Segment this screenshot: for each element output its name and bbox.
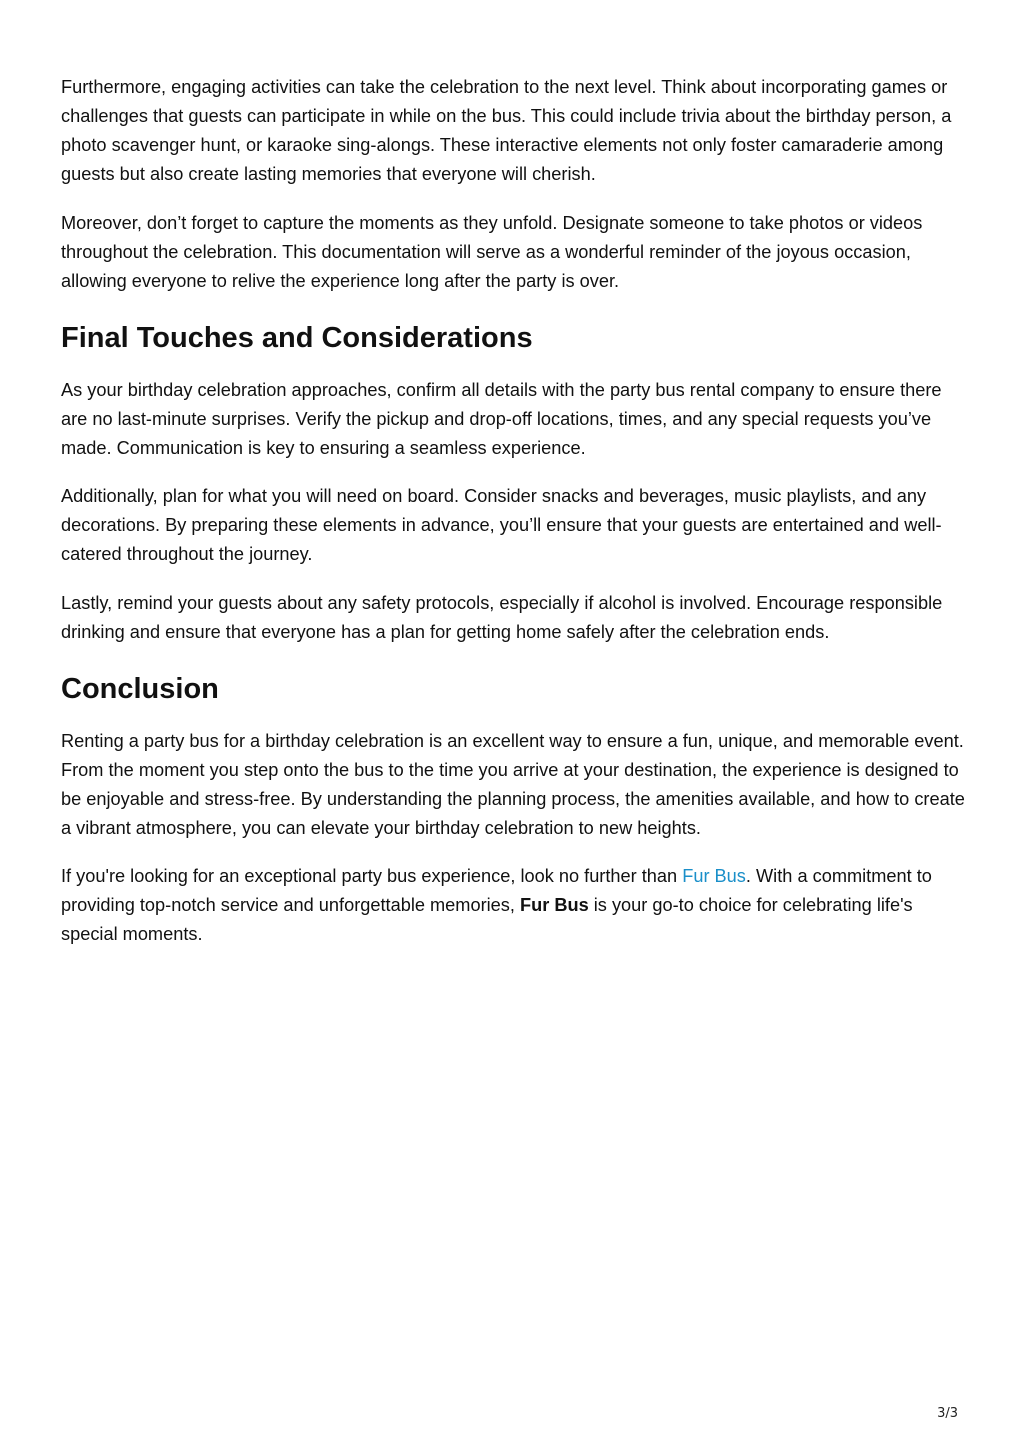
paragraph-safety-protocols: Lastly, remind your guests about any safety protocols, especially if alcohol is involved. Encourage responsible drinking and ensure that everyone has a plan for getting home safely after the celebration ends. [61,592,943,642]
text-before-link: If you're looking for an exceptional party bus experience, look no further than [61,866,683,886]
paragraph-plan-on-board: Additionally, plan for what you will need on board. Consider snacks and beverages, music playlists, and any decorations. By preparing these elements in advance, you’ll ensure that your guests are entertained and well-catered throughout the journey. [61,486,942,564]
heading-final-touches: Final Touches and Considerations [61,321,533,354]
fur-bus-link[interactable]: Fur Bus [682,866,746,886]
document-body [61,73,971,969]
paragraph-engaging-activities: Furthermore, engaging activities can take the celebration to the next level. Think about incorporating games or challenges that guests can participate in while on the bus. This could include trivia about the birthday person, a photo scavenger hunt, or karaoke sing-alongs. These interactive elements not only foster camaraderie among guests but also create lasting memories that everyone will cherish. [61,77,952,184]
paragraph-confirm-details: As your birthday celebration approaches, confirm all details with the party bus rental company to ensure there are no last-minute surprises. Verify the pickup and drop-off locations, times, and any special requests you’ve made. Communication is key to ensuring a seamless experience. [61,379,942,458]
paragraph-conclusion-summary: Renting a party bus for a birthday celebration is an excellent way to ensure a fun, unique, and memorable event. From the moment you step onto the bus to the time you arrive at your destination, the experience is designed to be enjoyable and stress-free. By understanding the planning process, the amenities available, and how to create a vibrant atmosphere, you can elevate your birthday celebration to new heights. [61,730,965,838]
paragraph-conclusion-fur-bus [61,862,971,949]
page-number: 3/3 [937,1406,958,1421]
text-after-link: . With a commitment to providing top-notch service and unforgettable memories, [61,866,932,915]
text-end: is your go-to choice for celebrating life's special moments. [61,895,913,944]
fur-bus-bold: Fur Bus [519,895,589,915]
heading-conclusion: Conclusion [61,672,219,705]
paragraph-capture-moments: Moreover, don’t forget to capture the moments as they unfold. Designate someone to take photos or videos throughout the celebration. This documentation will serve as a wonderful reminder of the joyous occasion, allowing everyone to relive the experience long after the party is over. [61,212,923,291]
